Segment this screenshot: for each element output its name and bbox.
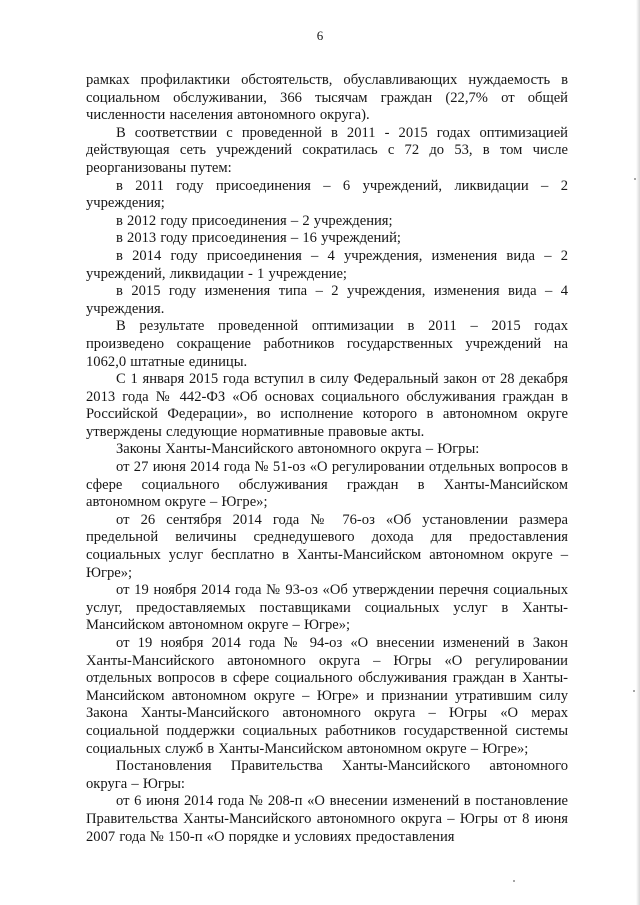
paragraph-federal-law: С 1 января 2015 года вступил в силу Федеральный закон от 28 декабря 2013 года № 442-ФЗ «Об основах социального обслуживания граждан в Российской Федерации», во исполнение которого в автономном округе утверждены следующие нормативные правовые акты. [86,371,568,440]
list-item-2015: в 2015 году изменения типа – 2 учреждения, изменения вида – 4 учреждения. [86,283,568,317]
scan-speck [513,880,515,882]
paragraph-resolutions-heading: Постановления Правительства Ханты-Мансийского автономного округа – Югры: [86,758,568,792]
scan-speck [634,178,636,180]
paragraph-laws-heading: Законы Ханты-Мансийского автономного округа – Югры: [116,441,480,458]
list-item-2012: в 2012 году присоединения – 2 учреждения; [116,212,393,229]
law-item-51-oz: от 27 июня 2014 года № 51-оз «О регулировании отдельных вопросов в сфере социального обслуживания граждан в Ханты-Мансийском автономном округе – Югре»; [86,459,568,511]
paragraph-staff-reduction: В результате проведенной оптимизации в 2011 – 2015 годах произведено сокращение работников государственных учреждений на 1062,0 штатные единицы. [86,318,568,370]
paragraph-continuation: рамках профилактики обстоятельств, обуславливающих нуждаемость в социальном обслуживании, 366 тысячам граждан (22,7% от общей численности населения автономного округа). [86,72,568,124]
law-item-93-oz: от 19 ноября 2014 года № 93-оз «Об утверждении перечня социальных услуг, предоставляемых поставщиками социальных услуг в Ханты-Мансийском автономном округе – Югре»; [86,582,568,634]
list-item-2014: в 2014 году присоединения – 4 учреждения, изменения вида – 2 учреждений, ликвидации - 1 учреждение; [86,247,568,282]
document-body [86,72,568,846]
list-item-2011: в 2011 году присоединения – 6 учреждений, ликвидации – 2 учреждения; [86,177,568,212]
list-item-2013: в 2013 году присоединения – 16 учреждений; [116,230,401,247]
law-item-76-oz: от 26 сентября 2014 года № 76-оз «Об установлении размера предельной величины среднедушевого дохода для предоставления социальных услуг бесплатно в Ханты-Мансийском автономном округе – Югре»; [86,511,568,581]
scan-edge-shadow [636,0,640,905]
paragraph-optimization: В соответствии с проведенной в 2011 - 2015 годах оптимизацией действующая сеть учреждений сократилась с 72 до 53, в том числе реорганизованы путем: [86,124,568,176]
scan-speck [633,690,635,692]
law-item-94-oz: от 19 ноября 2014 года № 94-оз «О внесении изменений в Закон Ханты-Мансийского автономного округа – Югры «О регулировании отдельных вопросов в сфере социального обслуживания граждан в Ханты-Мансийском автономном округе – Югре» и признании утратившим силу Закона Ханты-Мансийского автономного округа – Югры «О мерах социальной поддержки социальных работников государственной системы социальных служб в Ханты-Мансийском автономном округе – Югре»; [86,635,568,757]
page-number: 6 [316,28,324,43]
resolution-item-208-p: от 6 июня 2014 года № 208-п «О внесении изменений в постановление Правительства Ханты-Мансийского автономного округа – Югры от 8 июня 2007 года № 150-п «О порядке и условиях предоставления [86,793,568,845]
